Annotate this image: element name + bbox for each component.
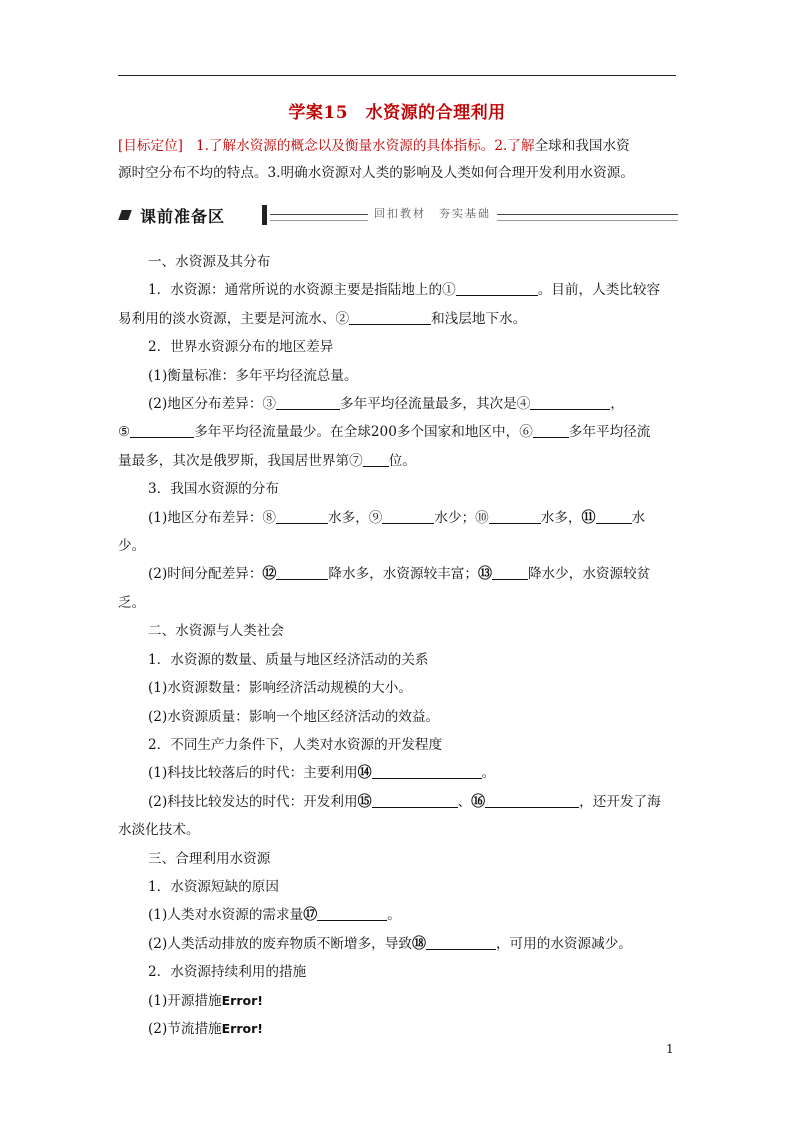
text: 多年平均径流量最多，其次是④ xyxy=(340,396,531,413)
text: 和浅层地下水。 xyxy=(431,310,527,327)
text: 。 xyxy=(481,765,496,782)
blank-5[interactable] xyxy=(130,423,194,438)
goal-text-2: 源时空分布不均的特点。3.明确水资源对人类的影响及人类如何合理开发利用水资源。 xyxy=(118,165,634,181)
text: 多年平均径流量最少。在全球200多个国家和地区中，⑥ xyxy=(194,424,533,441)
text: 。 xyxy=(387,907,401,924)
text: 降水少，水资源较贫 xyxy=(527,566,651,583)
heading-2: 二、水资源与人类社会 xyxy=(148,623,284,640)
header-rule xyxy=(118,75,676,76)
item-7: 2．水资源持续利用的措施 xyxy=(148,964,307,981)
item-1 xyxy=(118,276,678,304)
error-text: Error! xyxy=(221,992,263,1008)
text: 降水多，水资源较丰富； xyxy=(328,566,478,583)
text: (1)科技比较落后的时代：主要利用 xyxy=(148,765,358,782)
text: ， xyxy=(610,396,624,413)
number-14-marker: ⑭ xyxy=(357,765,372,782)
blank-4[interactable] xyxy=(530,395,610,410)
goal-red-text: 1.了解水资源的概念以及衡量水资源的具体指标。2.了解 xyxy=(195,138,535,154)
worksheet-body xyxy=(118,248,678,1043)
item-4: 1．水资源的数量、质量与地区经济活动的关系 xyxy=(148,651,429,668)
item-2-2-cont xyxy=(118,418,678,446)
blank-12[interactable] xyxy=(276,565,328,580)
number-17-marker: ⑰ xyxy=(303,907,318,924)
blank-6[interactable] xyxy=(533,423,569,438)
item-3: 3．我国水资源的分布 xyxy=(148,481,279,498)
text: (2)节流措施 xyxy=(148,1020,222,1037)
heading-3: 三、合理利用水资源 xyxy=(148,850,271,867)
text: 水少；⑩ xyxy=(434,509,489,526)
section-subtitle: 回扣教材 夯实基础 xyxy=(368,205,497,221)
item-5: 2．不同生产力条件下，人类对水资源的开发程度 xyxy=(148,736,443,753)
blank-9[interactable] xyxy=(382,509,434,524)
text: 易利用的淡水资源，主要是河流水、② xyxy=(118,310,350,327)
item-2-2 xyxy=(118,390,678,418)
text: 1．水资源：通常所说的水资源主要是指陆地上的① xyxy=(148,282,456,299)
number-12-marker: ⑫ xyxy=(262,566,277,583)
text: ，可用的水资源减少。 xyxy=(495,935,632,952)
text: (1)人类对水资源的需求量 xyxy=(148,907,304,924)
blank-13[interactable] xyxy=(492,565,528,580)
text: 位。 xyxy=(388,452,416,469)
item-3-1 xyxy=(118,504,678,532)
page-number: 1 xyxy=(666,1042,674,1056)
error-text: Error! xyxy=(221,1020,263,1036)
section-label: 课前准备区 xyxy=(140,204,225,227)
learning-goals xyxy=(118,133,678,187)
text: 量最多，其次是俄罗斯，我国居世界第⑦ xyxy=(118,452,363,469)
blank-3[interactable] xyxy=(276,395,340,410)
heading-1: 一、水资源及其分布 xyxy=(148,254,271,270)
blank-2[interactable] xyxy=(349,310,431,325)
number-13-marker: ⑬ xyxy=(477,566,492,583)
text: (2)人类活动排放的废弃物质不断增多，导致 xyxy=(148,935,412,952)
item-4-2: (2)水资源质量：影响一个地区经济活动的效益。 xyxy=(148,708,440,725)
item-2: 2．世界水资源分布的地区差异 xyxy=(148,339,334,356)
item-7-1 xyxy=(118,987,678,1015)
item-4-1: (1)水资源数量：影响经济活动规模的大小。 xyxy=(148,680,412,697)
blank-17[interactable] xyxy=(317,906,387,921)
text: (2)科技比较发达的时代：开发利用 xyxy=(148,793,358,810)
item-2-1: (1)衡量标准：多年平均径流总量。 xyxy=(148,367,358,384)
text: (2)地区分布差异：③ xyxy=(148,396,277,413)
goal-text: 全球和我国水资 xyxy=(534,138,630,154)
text: 水多，⑨ xyxy=(328,509,383,526)
blank-10[interactable] xyxy=(489,509,541,524)
blank-18[interactable] xyxy=(426,935,496,950)
text: (1)地区分布差异：⑧ xyxy=(148,509,277,526)
blank-7[interactable] xyxy=(363,452,389,467)
text: (1)开源措施 xyxy=(148,992,222,1009)
text: 、 xyxy=(457,793,472,810)
item-5-2-cont: 水淡化技术。 xyxy=(118,822,200,839)
item-5-1 xyxy=(118,759,678,787)
blank-14[interactable] xyxy=(372,764,482,779)
blank-8[interactable] xyxy=(276,509,328,524)
item-6-2 xyxy=(118,930,678,958)
blank-1[interactable] xyxy=(456,281,538,296)
text: 。目前，人类比较容 xyxy=(537,282,661,299)
item-3-1-cont: 少。 xyxy=(118,538,146,555)
text: ，还开发了海 xyxy=(579,793,661,810)
blank-16[interactable] xyxy=(485,793,579,808)
text: 多年平均径流 xyxy=(568,424,651,441)
section-header xyxy=(120,202,678,228)
number-15-marker: ⑮ xyxy=(357,793,372,810)
blank-15[interactable] xyxy=(372,793,458,808)
item-5-2 xyxy=(118,788,678,816)
item-3-2-cont: 乏。 xyxy=(118,594,146,611)
text: (2)时间分配差异： xyxy=(148,566,263,583)
item-3-2 xyxy=(118,560,678,588)
item-6: 1．水资源短缺的原因 xyxy=(148,878,279,895)
item-1-cont xyxy=(118,305,678,333)
text: 水 xyxy=(631,509,646,526)
text: ⑤ xyxy=(118,424,131,441)
number-11-marker: ⑪ xyxy=(581,509,596,526)
text: 水多， xyxy=(540,509,582,526)
page-title: 学案15 水资源的合理利用 xyxy=(288,103,506,123)
item-6-1 xyxy=(118,901,678,929)
goal-tag: [目标定位] xyxy=(118,138,183,154)
number-18-marker: ⑱ xyxy=(411,935,426,952)
blank-11[interactable] xyxy=(596,509,632,524)
section-divider-block xyxy=(262,205,267,225)
item-7-2 xyxy=(118,1015,678,1043)
item-2-2-cont-2 xyxy=(118,447,678,475)
number-16-marker: ⑯ xyxy=(471,793,486,810)
